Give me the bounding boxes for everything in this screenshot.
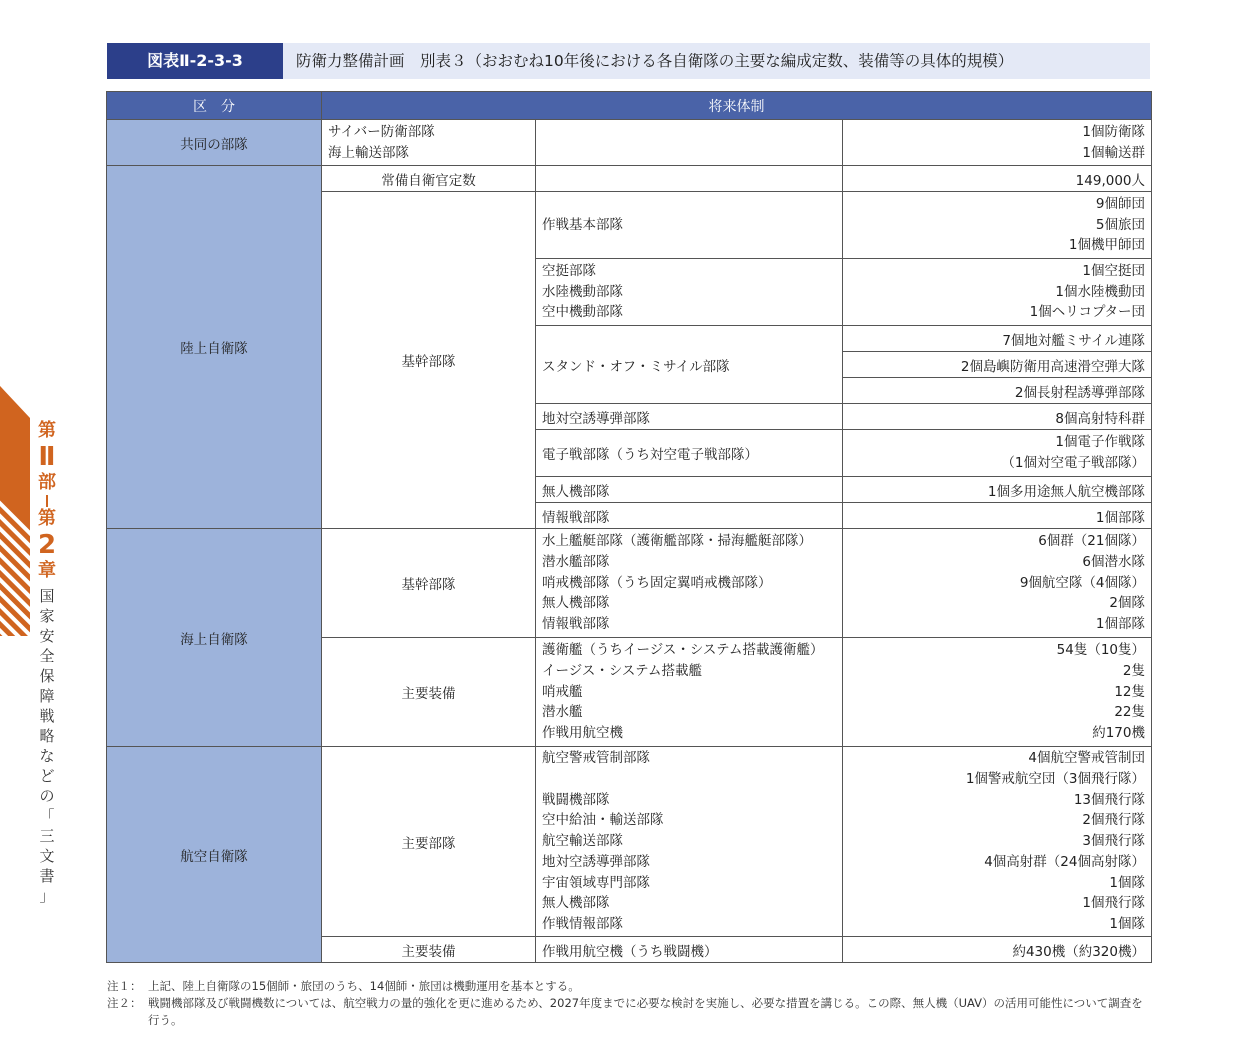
chapter-title-char: 障 bbox=[39, 687, 55, 705]
gsdf-value: 1個空挺団 1個水陸機動団 1個ヘリコプター団 bbox=[843, 259, 1152, 326]
gsdf-item: スタンド・オフ・ミサイル部隊 bbox=[536, 326, 843, 404]
gsdf-item: 電子戦部隊（うち対空電子戦部隊） bbox=[536, 430, 843, 477]
force-structure-table bbox=[106, 91, 1152, 963]
chapter-title-char: 」 bbox=[39, 887, 55, 905]
gsdf-item: 作戦基本部隊 bbox=[536, 192, 843, 259]
table-row bbox=[107, 166, 1152, 192]
chapter-char: 章 bbox=[38, 560, 56, 581]
note-label: 注１： bbox=[107, 979, 142, 993]
empty-cell bbox=[536, 120, 843, 166]
chapter-title-char: 家 bbox=[39, 607, 55, 625]
gsdf-item: 地対空誘導弾部隊 bbox=[536, 404, 843, 430]
gsdf-personnel-value: 149,000人 bbox=[843, 166, 1152, 192]
chapter-title-char: 戦 bbox=[39, 707, 55, 725]
chapter-title-char: 三 bbox=[39, 827, 55, 845]
header-category: 区 分 bbox=[107, 92, 322, 120]
gsdf-value: 1個電子作戦隊 （1個対空電子戦部隊） bbox=[843, 430, 1152, 477]
table-row bbox=[107, 120, 1152, 166]
msdf-equip-values: 54隻（10隻） 2隻 12隻 22隻 約170機 bbox=[843, 638, 1152, 747]
asdf-units-items: 航空警戒管制部隊 戦闘機部隊 空中給油・輸送部隊 航空輸送部隊 地対空誘導弾部隊 宇宙領域専門部隊 無人機部隊 作戦情報部隊 bbox=[536, 747, 843, 937]
msdf-equip-label: 主要装備 bbox=[322, 638, 536, 747]
gsdf-value: 2個島嶼防衛用高速滑空弾大隊 bbox=[843, 352, 1152, 378]
category-gsdf: 陸上自衛隊 bbox=[107, 166, 322, 529]
gsdf-item: 空挺部隊 水陸機動部隊 空中機動部隊 bbox=[536, 259, 843, 326]
chapter-title-char: な bbox=[39, 747, 55, 765]
joint-items: サイバー防衛部隊 海上輸送部隊 bbox=[322, 120, 536, 166]
gsdf-value: 1個多用途無人航空機部隊 bbox=[843, 477, 1152, 503]
asdf-equip-item: 作戦用航空機（うち戦闘機） bbox=[536, 937, 843, 963]
gsdf-value: 8個高射特科群 bbox=[843, 404, 1152, 430]
asdf-equip-value: 約430機（約320機） bbox=[843, 937, 1152, 963]
table-header-row bbox=[107, 92, 1152, 120]
part-char: Ⅱ bbox=[38, 442, 56, 472]
gsdf-core-label: 基幹部隊 bbox=[322, 192, 536, 529]
gsdf-item: 無人機部隊 bbox=[536, 477, 843, 503]
chapter-title-char: 全 bbox=[39, 647, 55, 665]
category-asdf: 航空自衛隊 bbox=[107, 747, 322, 963]
category-msdf: 海上自衛隊 bbox=[107, 529, 322, 747]
chapter-title-char: 安 bbox=[39, 627, 55, 645]
joint-values: 1個防衛隊 1個輸送群 bbox=[843, 120, 1152, 166]
part-char: 部 bbox=[38, 472, 56, 493]
chapter-title-vertical bbox=[34, 586, 60, 906]
chapter-title-char: 「 bbox=[39, 807, 55, 825]
chapter-title-char: 国 bbox=[39, 587, 55, 605]
msdf-core-values: 6個群（21個隊） 6個潜水隊 9個航空隊（4個隊） 2個隊 1個部隊 bbox=[843, 529, 1152, 638]
side-tab-stripes-icon bbox=[0, 386, 30, 636]
gsdf-value: 2個長射程誘導弾部隊 bbox=[843, 378, 1152, 404]
note-text: 戦闘機部隊及び戦闘機数については、航空戦力の量的強化を更に進めるため、2027年度までに必要な検討を実施し、必要な措置を講じる。この際、無人機（UAV）の活用可能性について調査を行う。 bbox=[148, 996, 1143, 1027]
part-char: 第 bbox=[38, 420, 56, 441]
notes bbox=[107, 978, 1152, 1029]
chapter-char: 2 bbox=[37, 530, 57, 560]
gsdf-value: 9個師団 5個旅団 1個機甲師団 bbox=[843, 192, 1152, 259]
note-2 bbox=[107, 995, 1152, 1029]
gsdf-value: 1個部隊 bbox=[843, 503, 1152, 529]
chapter-title-char: 略 bbox=[39, 727, 55, 745]
asdf-equip-label: 主要装備 bbox=[322, 937, 536, 963]
msdf-equip-items: 護衛艦（うちイージス・システム搭載護衛艦） イージス・システム搭載艦 哨戒艦 潜水艦 作戦用航空機 bbox=[536, 638, 843, 747]
category-joint: 共同の部隊 bbox=[107, 120, 322, 166]
side-divider bbox=[46, 495, 48, 507]
header-future-structure: 将来体制 bbox=[322, 92, 1152, 120]
asdf-units-label: 主要部隊 bbox=[322, 747, 536, 937]
msdf-core-items: 水上艦艇部隊（護衛艦部隊・掃海艦艇部隊） 潜水艦部隊 哨戒機部隊（うち固定翼哨戒機部隊） 無人機部隊 情報戦部隊 bbox=[536, 529, 843, 638]
note-text: 上記、陸上自衛隊の15個師・旅団のうち、14個師・旅団は機動運用を基本とする。 bbox=[148, 979, 580, 993]
chapter-title-char: 文 bbox=[39, 847, 55, 865]
gsdf-value: 7個地対艦ミサイル連隊 bbox=[843, 326, 1152, 352]
asdf-units-values: 4個航空警戒管制団 1個警戒航空団（3個飛行隊） 13個飛行隊 2個飛行隊 3個飛行隊 4個高射群（24個高射隊） 1個隊 1個飛行隊 1個隊 bbox=[843, 747, 1152, 937]
chapter-title-char: の bbox=[39, 787, 55, 805]
side-chapter-text bbox=[34, 420, 60, 906]
gsdf-item: 情報戦部隊 bbox=[536, 503, 843, 529]
chapter-title-char: 書 bbox=[39, 867, 55, 885]
table-row bbox=[107, 529, 1152, 638]
chapter-title-char: 保 bbox=[39, 667, 55, 685]
msdf-core-label: 基幹部隊 bbox=[322, 529, 536, 638]
table-row bbox=[107, 747, 1152, 937]
chapter-title-char: ど bbox=[39, 767, 55, 785]
figure-title: 防衛力整備計画 別表３（おおむね10年後における各自衛隊の主要な編成定数、装備等の具体的規模） bbox=[296, 52, 1014, 70]
note-1 bbox=[107, 978, 1152, 995]
empty-cell bbox=[536, 166, 843, 192]
gsdf-personnel-label: 常備自衛官定数 bbox=[322, 166, 536, 192]
figure-label: 図表Ⅱ-2-3-3 bbox=[107, 43, 283, 79]
chapter-char: 第 bbox=[38, 508, 56, 529]
note-label: 注２： bbox=[107, 996, 142, 1010]
